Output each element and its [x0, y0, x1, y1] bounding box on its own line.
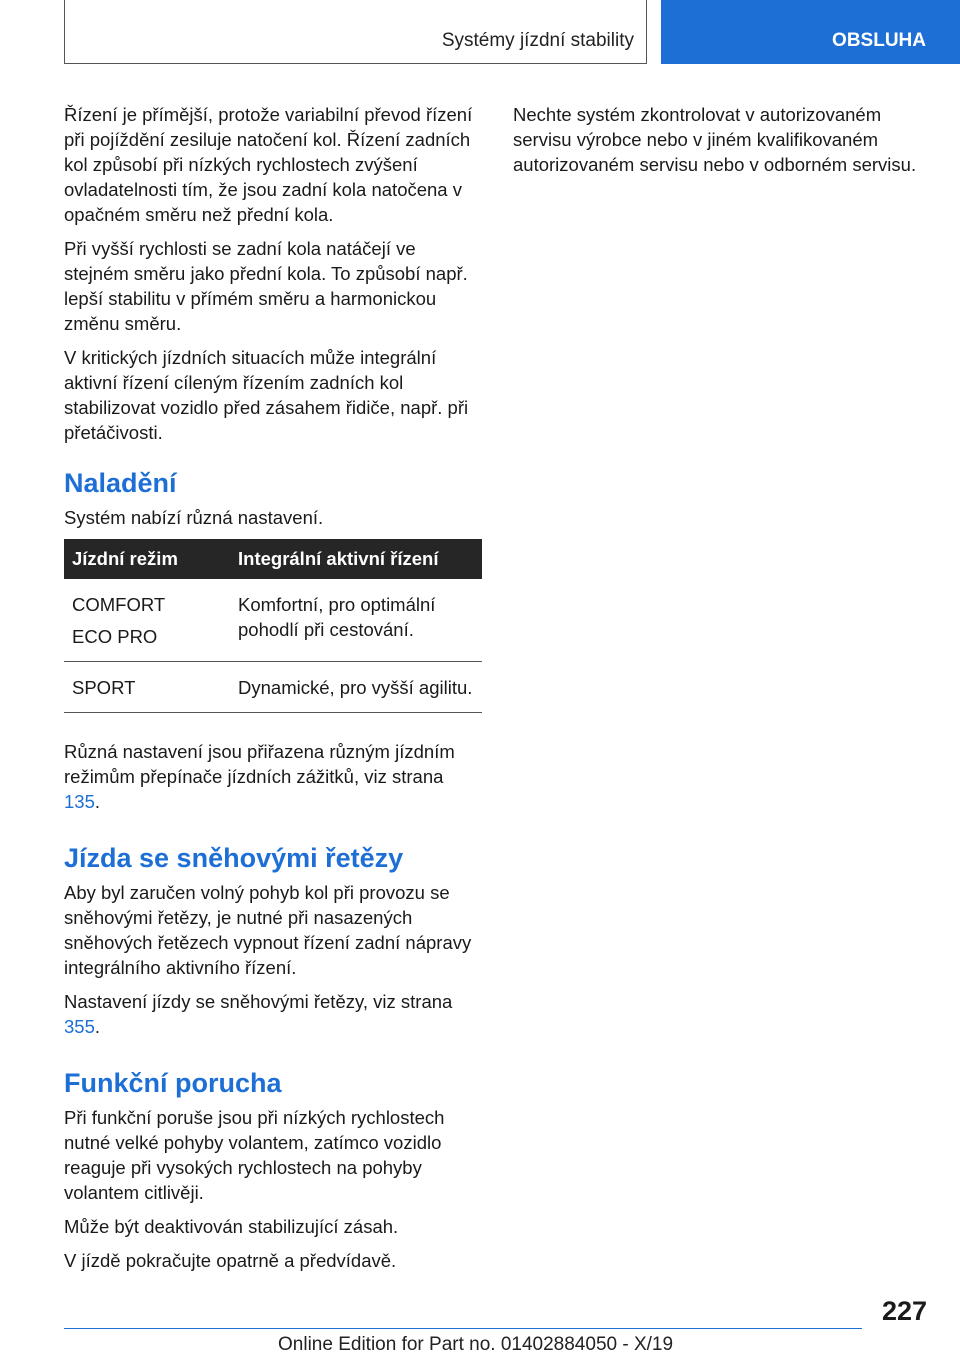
table-row: [64, 662, 482, 713]
table-cell-description: Komfortní, pro optimální pohodlí při cestování.: [230, 579, 482, 662]
paragraph-end: .: [94, 791, 101, 812]
paragraph-text: Nastavení jízdy se sněhovými řetězy, viz strana: [64, 991, 453, 1012]
heading-naladeni: Naladění: [64, 468, 177, 498]
paragraph-text: Různá nastavení jsou přiřazena různým jízdním režimům přepínače jízdních zážitků, viz strana: [64, 741, 455, 787]
table-header-cell: Jízdní režim: [64, 539, 230, 579]
table-cell-mode: [64, 579, 230, 662]
table-cell-mode: SPORT: [64, 662, 230, 713]
page-link-135[interactable]: 135: [64, 791, 95, 812]
paragraph-end: .: [94, 1016, 101, 1037]
paragraph: Systém nabízí různá nastavení.: [64, 507, 324, 528]
left-column: [64, 102, 482, 1282]
paragraph: Může být deaktivován stabilizující zásah.: [64, 1216, 399, 1237]
footer-edition: Online Edition for Part no. 01402884050 - X/19: [278, 1334, 674, 1355]
paragraph: Řízení je přímější, protože variabilní převod řízení při pojíždění zesiluje natočení kol. Řízení zadních kol způsobí při nízkých rychlostech zvýšení ovladatelnosti tím, že jsou zadní kola natočena v opačném směru než přední kola.: [64, 104, 473, 225]
paragraph: [64, 739, 482, 814]
footer-divider: [64, 1328, 862, 1329]
paragraph: Aby byl zaručen volný pohyb kol při provozu se sněhovými řetězy, je nutné při nasazených sněhových řetězech vypnout řízení zadní nápravy integrálního aktivního řízení.: [64, 882, 472, 978]
heading-snow-chains: Jízda se sněhovými řetězy: [64, 843, 404, 873]
table-header-cell: Integrální aktivní řízení: [230, 539, 482, 579]
header-section-box: [64, 0, 647, 64]
paragraph: Nechte systém zkontrolovat v autorizovaném servisu výrobce nebo v jiném kvalifikovaném autorizovaném servisu nebo v odborném servisu.: [513, 104, 917, 175]
chapter-tab[interactable]: [661, 0, 960, 64]
page-link-355[interactable]: 355: [64, 1016, 95, 1037]
paragraph: Při funkční poruše jsou při nízkých rychlostech nutné velké pohyby volantem, zatímco vozidlo reaguje při vysokých rychlostech na pohyby volantem citlivěji.: [64, 1107, 445, 1203]
table-cell-description: Dynamické, pro vyšší agilitu.: [230, 662, 482, 713]
paragraph: [64, 989, 482, 1039]
mode-label: COMFORT: [72, 594, 166, 615]
paragraph: Při vyšší rychlosti se zadní kola natáčejí ve stejném směru jako přední kola. To způsobí např. lepší stabilitu v přímém směru a harmonickou změnu směru.: [64, 238, 468, 334]
chapter-tab-label: OBSLUHA: [832, 30, 926, 51]
paragraph: V jízdě pokračujte opatrně a předvídavě.: [64, 1250, 397, 1271]
right-column: [513, 102, 933, 186]
mode-label: ECO PRO: [72, 626, 158, 647]
page-number: 227: [881, 1296, 927, 1326]
table-row: [64, 579, 482, 662]
heading-malfunction: Funkční porucha: [64, 1068, 282, 1098]
section-title: Systémy jízdní stability: [441, 30, 634, 51]
paragraph: V kritických jízdních situacích může integrální aktivní řízení cíleným řízením zadních kol stabilizovat vozidlo před zásahem řidiče, např. při přetáčivosti.: [64, 347, 469, 443]
settings-table: [64, 539, 482, 713]
table-header-row: [64, 539, 482, 579]
